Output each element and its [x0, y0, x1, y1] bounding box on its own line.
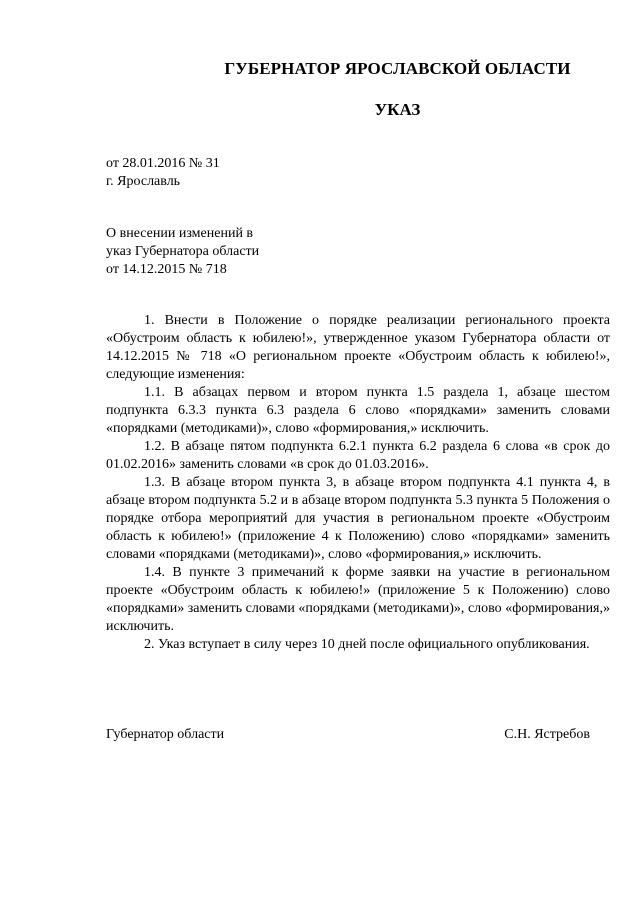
signatory-name: С.Н. Ястребов: [504, 727, 590, 742]
document-body: [106, 312, 610, 654]
issuing-authority: ГУБЕРНАТОР ЯРОСЛАВСКОЙ ОБЛАСТИ: [224, 59, 571, 78]
paragraph-1-1: 1.1. В абзацах первом и втором пункта 1.5 раздела 1, абзаце шестом подпункта 6.3.3 пункта 6.3 раздела 6 слово «порядками» заменить словами «порядками (методиками)», слово «формирования,» исключить.: [106, 385, 610, 436]
city: г. Ярославль: [106, 174, 181, 189]
paragraph-2: 2. Указ вступает в силу через 10 дней после официального опубликования.: [144, 637, 590, 652]
subject-line-3: от 14.12.2015 № 718: [106, 262, 227, 277]
date-number: от 28.01.2016 № 31: [106, 156, 220, 171]
paragraph-1-3: 1.3. В абзаце втором пункта 3, в абзаце втором подпункта 4.1 пункта 4, в абзаце втором подпункта 5.2 и в абзаце втором подпункта 5.3 пункта 5 Положения о порядке отбора мероприятий для участия в региональном проекте «Обустроим область к юбилею!» (приложение 4 к Положению) слово «порядками» заменить словами «порядками (методиками)», слово «формирования,» исключить.: [106, 475, 610, 562]
paragraph-1: 1. Внести в Положение о порядке реализации регионального проекта «Обустроим область к юбилею!», утвержденное указом Губернатора области от 14.12.2015 № 718 «О региональном проекте «Обустроим область к юбилею!», следующие изменения:: [106, 313, 610, 382]
paragraph-1-2: 1.2. В абзаце пятом подпункта 6.2.1 пункта 6.2 раздела 6 слова «в срок до 01.02.2016» заменить словами «в срок до 01.03.2016».: [106, 439, 610, 472]
signatory-position: Губернатор области: [106, 727, 225, 742]
subject-line-1: О внесении изменений в: [106, 226, 254, 241]
document-meta: [106, 155, 220, 191]
signature-block: [106, 726, 590, 744]
document-type: УКАЗ: [374, 100, 421, 119]
subject-line-2: указ Губернатора области: [106, 244, 260, 259]
document-subject: [106, 225, 259, 279]
paragraph-1-4: 1.4. В пункте 3 примечаний к форме заявки на участие в региональном проекте «Обустроим область к юбилею!» (приложение 5 к Положению) слово «порядками» заменить словами «порядками (методиками)», слово «формирования,» исключить.: [106, 565, 610, 634]
